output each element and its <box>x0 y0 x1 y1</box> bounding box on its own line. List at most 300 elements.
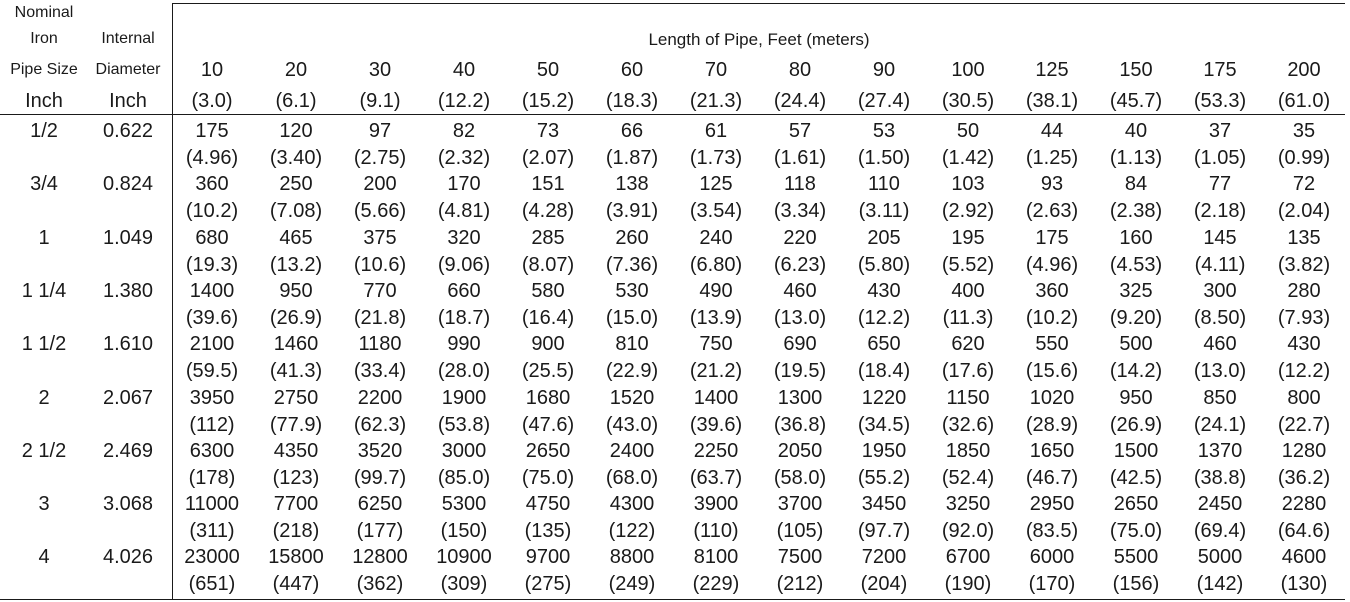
capacity-metric-cell: (6.23) <box>773 254 827 276</box>
capacity-cell: 4600 <box>1281 546 1327 568</box>
capacity-metric-cell: (36.8) <box>773 414 827 436</box>
capacity-cell: 3000 <box>441 440 487 462</box>
length-ft-header: 200 <box>1287 59 1321 81</box>
capacity-metric-cell: (1.42) <box>941 147 995 169</box>
capacity-cell: 15800 <box>268 546 324 568</box>
capacity-metric-cell: (3.40) <box>269 147 323 169</box>
size-header-unit: Inch <box>25 90 63 112</box>
capacity-metric-cell: (39.6) <box>185 307 239 329</box>
capacity-cell: 1520 <box>609 387 655 409</box>
capacity-metric-cell: (110) <box>693 520 739 542</box>
capacity-cell: 82 <box>452 120 476 142</box>
capacity-metric-cell: (21.2) <box>689 360 743 382</box>
capacity-metric-cell: (2.04) <box>1277 200 1331 222</box>
capacity-cell: 460 <box>783 280 817 302</box>
capacity-cell: 950 <box>279 280 313 302</box>
internal-diameter-cell: 4.026 <box>102 546 154 568</box>
diameter-header-line2: Internal <box>101 30 155 47</box>
length-m-header: (3.0) <box>191 90 233 112</box>
capacity-metric-cell: (10.2) <box>185 200 239 222</box>
capacity-metric-cell: (85.0) <box>437 467 491 489</box>
capacity-cell: 1220 <box>861 387 907 409</box>
length-m-header: (9.1) <box>359 90 401 112</box>
internal-diameter-cell: 1.380 <box>102 280 154 302</box>
length-m-header: (45.7) <box>1109 90 1163 112</box>
capacity-metric-cell: (3.91) <box>605 200 659 222</box>
capacity-metric-cell: (309) <box>440 573 488 595</box>
capacity-cell: 1950 <box>861 440 907 462</box>
internal-diameter-cell: 0.824 <box>102 173 154 195</box>
capacity-metric-cell: (1.61) <box>773 147 827 169</box>
capacity-cell: 2750 <box>273 387 319 409</box>
capacity-cell: 750 <box>699 333 733 355</box>
capacity-metric-cell: (4.96) <box>1025 254 1079 276</box>
capacity-cell: 8100 <box>693 546 739 568</box>
capacity-cell: 11000 <box>184 493 240 515</box>
pipe-size-cell: 3/4 <box>30 173 58 195</box>
capacity-cell: 1500 <box>1113 440 1159 462</box>
capacity-metric-cell: (170) <box>1028 573 1076 595</box>
capacity-cell: 1400 <box>693 387 739 409</box>
capacity-cell: 200 <box>363 173 397 195</box>
capacity-metric-cell: (7.08) <box>269 200 323 222</box>
length-m-header: (15.2) <box>521 90 575 112</box>
capacity-metric-cell: (2.75) <box>353 147 407 169</box>
capacity-metric-cell: (15.0) <box>605 307 659 329</box>
capacity-cell: 3900 <box>693 493 739 515</box>
capacity-metric-cell: (362) <box>356 573 404 595</box>
pipe-size-cell: 1 1/4 <box>21 280 67 302</box>
capacity-cell: 260 <box>615 227 649 249</box>
capacity-cell: 6250 <box>357 493 403 515</box>
capacity-cell: 3450 <box>861 493 907 515</box>
capacity-metric-cell: (99.7) <box>353 467 407 489</box>
capacity-cell: 2950 <box>1029 493 1075 515</box>
diameter-header-line3: Diameter <box>95 61 161 78</box>
length-ft-header: 150 <box>1119 59 1153 81</box>
header-bottom-rule <box>0 114 1345 115</box>
capacity-metric-cell: (10.6) <box>353 254 407 276</box>
capacity-metric-cell: (52.4) <box>941 467 995 489</box>
capacity-metric-cell: (6.80) <box>689 254 743 276</box>
capacity-metric-cell: (4.28) <box>521 200 575 222</box>
capacity-metric-cell: (47.6) <box>521 414 575 436</box>
capacity-cell: 44 <box>1040 120 1064 142</box>
capacity-cell: 460 <box>1203 333 1237 355</box>
capacity-cell: 400 <box>951 280 985 302</box>
capacity-metric-cell: (16.4) <box>521 307 575 329</box>
capacity-metric-cell: (41.3) <box>269 360 323 382</box>
capacity-metric-cell: (4.53) <box>1109 254 1163 276</box>
capacity-cell: 57 <box>788 120 812 142</box>
length-ft-header: 125 <box>1035 59 1069 81</box>
length-m-header: (6.1) <box>275 90 317 112</box>
capacity-cell: 280 <box>1287 280 1321 302</box>
capacity-cell: 1460 <box>273 333 319 355</box>
size-header-line3: Pipe Size <box>10 61 78 78</box>
length-ft-header: 175 <box>1203 59 1237 81</box>
length-ft-header: 90 <box>872 59 896 81</box>
length-ft-header: 80 <box>788 59 812 81</box>
length-m-header: (53.3) <box>1193 90 1247 112</box>
capacity-metric-cell: (12.2) <box>857 307 911 329</box>
capacity-metric-cell: (2.07) <box>521 147 575 169</box>
capacity-cell: 2400 <box>609 440 655 462</box>
pipe-size-cell: 2 1/2 <box>21 440 67 462</box>
capacity-metric-cell: (28.9) <box>1025 414 1079 436</box>
capacity-cell: 8800 <box>609 546 655 568</box>
capacity-cell: 360 <box>195 173 229 195</box>
capacity-cell: 465 <box>279 227 313 249</box>
capacity-cell: 2250 <box>693 440 739 462</box>
capacity-metric-cell: (92.0) <box>941 520 995 542</box>
capacity-cell: 850 <box>1203 387 1237 409</box>
capacity-cell: 7500 <box>777 546 823 568</box>
capacity-cell: 1300 <box>777 387 823 409</box>
capacity-cell: 770 <box>363 280 397 302</box>
capacity-metric-cell: (75.0) <box>521 467 575 489</box>
capacity-cell: 2200 <box>357 387 403 409</box>
capacity-metric-cell: (5.66) <box>353 200 407 222</box>
table-bottom-rule <box>0 599 1345 600</box>
capacity-cell: 6300 <box>189 440 235 462</box>
capacity-cell: 3700 <box>777 493 823 515</box>
length-ft-header: 20 <box>284 59 308 81</box>
capacity-metric-cell: (311) <box>189 520 235 542</box>
capacity-cell: 5300 <box>441 493 487 515</box>
capacity-metric-cell: (8.07) <box>521 254 575 276</box>
capacity-cell: 530 <box>615 280 649 302</box>
capacity-metric-cell: (122) <box>608 520 656 542</box>
capacity-metric-cell: (39.6) <box>689 414 743 436</box>
capacity-metric-cell: (2.32) <box>437 147 491 169</box>
length-ft-header: 40 <box>452 59 476 81</box>
capacity-cell: 250 <box>279 173 313 195</box>
capacity-cell: 1370 <box>1197 440 1243 462</box>
capacity-cell: 6000 <box>1029 546 1075 568</box>
capacity-cell: 9700 <box>525 546 571 568</box>
capacity-cell: 325 <box>1119 280 1153 302</box>
capacity-metric-cell: (13.0) <box>773 307 827 329</box>
capacity-metric-cell: (123) <box>272 467 320 489</box>
capacity-metric-cell: (447) <box>272 573 320 595</box>
capacity-metric-cell: (64.6) <box>1277 520 1331 542</box>
length-m-header: (27.4) <box>857 90 911 112</box>
capacity-cell: 3950 <box>189 387 235 409</box>
capacity-cell: 120 <box>279 120 313 142</box>
capacity-metric-cell: (1.87) <box>605 147 659 169</box>
capacity-cell: 320 <box>447 227 481 249</box>
capacity-metric-cell: (3.34) <box>773 200 827 222</box>
capacity-metric-cell: (42.5) <box>1109 467 1163 489</box>
capacity-metric-cell: (24.1) <box>1193 414 1247 436</box>
capacity-cell: 7700 <box>273 493 319 515</box>
length-m-header: (21.3) <box>689 90 743 112</box>
capacity-metric-cell: (1.73) <box>689 147 743 169</box>
capacity-cell: 990 <box>447 333 481 355</box>
capacity-metric-cell: (97.7) <box>857 520 911 542</box>
capacity-cell: 10900 <box>436 546 492 568</box>
capacity-cell: 950 <box>1119 387 1153 409</box>
capacity-metric-cell: (8.50) <box>1193 307 1247 329</box>
capacity-metric-cell: (58.0) <box>773 467 827 489</box>
capacity-cell: 50 <box>956 120 980 142</box>
capacity-metric-cell: (17.6) <box>941 360 995 382</box>
capacity-cell: 1020 <box>1029 387 1075 409</box>
capacity-metric-cell: (53.8) <box>437 414 491 436</box>
capacity-cell: 1150 <box>946 387 990 409</box>
capacity-metric-cell: (275) <box>524 573 572 595</box>
capacity-metric-cell: (62.3) <box>353 414 407 436</box>
capacity-cell: 205 <box>867 227 901 249</box>
capacity-metric-cell: (2.63) <box>1025 200 1079 222</box>
length-m-header: (30.5) <box>941 90 995 112</box>
capacity-cell: 300 <box>1203 280 1237 302</box>
capacity-metric-cell: (28.0) <box>437 360 491 382</box>
capacity-metric-cell: (34.5) <box>857 414 911 436</box>
length-ft-header: 30 <box>368 59 392 81</box>
capacity-cell: 103 <box>951 173 985 195</box>
capacity-cell: 6700 <box>945 546 991 568</box>
pipe-size-cell: 1 1/2 <box>21 333 67 355</box>
capacity-metric-cell: (229) <box>692 573 740 595</box>
capacity-metric-cell: (178) <box>188 467 236 489</box>
capacity-metric-cell: (2.18) <box>1193 200 1247 222</box>
capacity-cell: 5500 <box>1113 546 1159 568</box>
capacity-metric-cell: (9.06) <box>437 254 491 276</box>
capacity-cell: 135 <box>1287 227 1321 249</box>
capacity-cell: 2650 <box>525 440 571 462</box>
capacity-cell: 430 <box>867 280 901 302</box>
capacity-cell: 800 <box>1287 387 1321 409</box>
capacity-cell: 77 <box>1208 173 1232 195</box>
capacity-cell: 680 <box>195 227 229 249</box>
capacity-metric-cell: (18.7) <box>437 307 491 329</box>
capacity-cell: 550 <box>1035 333 1069 355</box>
table-top-rule <box>172 3 1345 4</box>
capacity-metric-cell: (7.36) <box>605 254 659 276</box>
capacity-metric-cell: (1.13) <box>1109 147 1163 169</box>
capacity-metric-cell: (135) <box>524 520 572 542</box>
capacity-metric-cell: (2.38) <box>1109 200 1163 222</box>
size-header-line2: Iron <box>30 30 58 47</box>
capacity-cell: 175 <box>1035 227 1069 249</box>
capacity-cell: 151 <box>531 173 565 195</box>
capacity-cell: 3250 <box>945 493 991 515</box>
capacity-cell: 125 <box>699 173 733 195</box>
capacity-cell: 2450 <box>1197 493 1243 515</box>
capacity-cell: 1280 <box>1281 440 1327 462</box>
capacity-cell: 3520 <box>357 440 403 462</box>
capacity-cell: 35 <box>1292 120 1316 142</box>
capacity-metric-cell: (38.8) <box>1193 467 1247 489</box>
capacity-metric-cell: (5.52) <box>941 254 995 276</box>
capacity-cell: 145 <box>1203 227 1237 249</box>
capacity-metric-cell: (36.2) <box>1277 467 1331 489</box>
length-ft-header: 60 <box>620 59 644 81</box>
capacity-metric-cell: (1.25) <box>1025 147 1079 169</box>
length-m-header: (38.1) <box>1025 90 1079 112</box>
capacity-cell: 2100 <box>189 333 235 355</box>
capacity-metric-cell: (19.3) <box>185 254 239 276</box>
capacity-cell: 500 <box>1119 333 1153 355</box>
capacity-cell: 900 <box>531 333 565 355</box>
capacity-cell: 4350 <box>273 440 319 462</box>
capacity-cell: 220 <box>783 227 817 249</box>
pipe-size-cell: 4 <box>38 546 50 568</box>
capacity-metric-cell: (3.82) <box>1277 254 1331 276</box>
capacity-metric-cell: (218) <box>272 520 320 542</box>
capacity-metric-cell: (3.54) <box>689 200 743 222</box>
capacity-metric-cell: (13.9) <box>689 307 743 329</box>
capacity-metric-cell: (9.20) <box>1109 307 1163 329</box>
capacity-cell: 73 <box>536 120 560 142</box>
length-ft-header: 100 <box>951 59 985 81</box>
capacity-metric-cell: (15.6) <box>1025 360 1079 382</box>
length-m-header: (61.0) <box>1277 90 1331 112</box>
capacity-cell: 97 <box>368 120 392 142</box>
capacity-metric-cell: (7.93) <box>1277 307 1331 329</box>
internal-diameter-cell: 0.622 <box>102 120 154 142</box>
capacity-metric-cell: (12.2) <box>1277 360 1331 382</box>
capacity-metric-cell: (25.5) <box>521 360 575 382</box>
capacity-cell: 2280 <box>1281 493 1327 515</box>
capacity-metric-cell: (4.96) <box>185 147 239 169</box>
pipe-size-cell: 1/2 <box>30 120 58 142</box>
capacity-metric-cell: (32.6) <box>941 414 995 436</box>
pipe-size-cell: 3 <box>38 493 50 515</box>
capacity-cell: 5000 <box>1197 546 1243 568</box>
capacity-metric-cell: (59.5) <box>185 360 239 382</box>
capacity-cell: 40 <box>1124 120 1148 142</box>
capacity-cell: 175 <box>195 120 229 142</box>
capacity-cell: 84 <box>1124 173 1148 195</box>
capacity-cell: 375 <box>363 227 397 249</box>
capacity-cell: 580 <box>531 280 565 302</box>
capacity-metric-cell: (4.11) <box>1194 254 1246 276</box>
capacity-metric-cell: (22.7) <box>1277 414 1331 436</box>
capacity-metric-cell: (212) <box>776 573 824 595</box>
capacity-cell: 12800 <box>352 546 408 568</box>
capacity-cell: 4300 <box>609 493 655 515</box>
capacity-cell: 93 <box>1040 173 1064 195</box>
capacity-cell: 430 <box>1287 333 1321 355</box>
capacity-metric-cell: (177) <box>356 520 404 542</box>
capacity-metric-cell: (69.4) <box>1193 520 1247 542</box>
capacity-cell: 110 <box>868 173 900 195</box>
capacity-metric-cell: (14.2) <box>1109 360 1163 382</box>
size-header-line1: Nominal <box>14 4 74 21</box>
capacity-metric-cell: (33.4) <box>353 360 407 382</box>
capacity-cell: 690 <box>783 333 817 355</box>
capacity-cell: 53 <box>872 120 896 142</box>
capacity-metric-cell: (156) <box>1112 573 1160 595</box>
capacity-metric-cell: (18.4) <box>857 360 911 382</box>
capacity-cell: 660 <box>447 280 481 302</box>
capacity-metric-cell: (26.9) <box>269 307 323 329</box>
length-ft-header: 50 <box>536 59 560 81</box>
internal-diameter-cell: 2.067 <box>102 387 154 409</box>
capacity-metric-cell: (22.9) <box>605 360 659 382</box>
capacity-cell: 4750 <box>525 493 571 515</box>
capacity-metric-cell: (10.2) <box>1025 307 1079 329</box>
capacity-cell: 240 <box>699 227 733 249</box>
length-of-pipe-title: Length of Pipe, Feet (meters) <box>648 30 870 49</box>
capacity-metric-cell: (651) <box>188 573 236 595</box>
capacity-metric-cell: (1.05) <box>1193 147 1247 169</box>
capacity-cell: 2050 <box>777 440 823 462</box>
capacity-metric-cell: (204) <box>860 573 908 595</box>
capacity-metric-cell: (26.9) <box>1109 414 1163 436</box>
capacity-metric-cell: (249) <box>608 573 656 595</box>
length-m-header: (12.2) <box>437 90 491 112</box>
capacity-cell: 23000 <box>184 546 240 568</box>
internal-diameter-cell: 1.610 <box>102 333 154 355</box>
capacity-cell: 160 <box>1119 227 1153 249</box>
capacity-metric-cell: (150) <box>440 520 488 542</box>
capacity-cell: 1850 <box>945 440 991 462</box>
capacity-metric-cell: (5.80) <box>857 254 911 276</box>
capacity-metric-cell: (11.3) <box>942 307 994 329</box>
capacity-metric-cell: (77.9) <box>269 414 323 436</box>
capacity-metric-cell: (3.11) <box>858 200 910 222</box>
capacity-metric-cell: (83.5) <box>1025 520 1079 542</box>
internal-diameter-cell: 3.068 <box>102 493 154 515</box>
capacity-metric-cell: (4.81) <box>437 200 491 222</box>
capacity-cell: 61 <box>704 120 728 142</box>
capacity-metric-cell: (105) <box>776 520 824 542</box>
length-m-header: (18.3) <box>605 90 659 112</box>
capacity-metric-cell: (142) <box>1196 573 1244 595</box>
capacity-cell: 138 <box>615 173 649 195</box>
pipe-size-cell: 2 <box>38 387 50 409</box>
capacity-cell: 1900 <box>441 387 487 409</box>
pipe-size-cell: 1 <box>38 227 50 249</box>
capacity-metric-cell: (13.0) <box>1193 360 1247 382</box>
capacity-metric-cell: (43.0) <box>605 414 659 436</box>
capacity-cell: 37 <box>1208 120 1232 142</box>
length-ft-header: 10 <box>200 59 224 81</box>
capacity-cell: 1180 <box>358 333 402 355</box>
length-m-header: (24.4) <box>773 90 827 112</box>
capacity-metric-cell: (130) <box>1280 573 1328 595</box>
internal-diameter-cell: 1.049 <box>102 227 154 249</box>
capacity-metric-cell: (190) <box>944 573 992 595</box>
capacity-metric-cell: (0.99) <box>1277 147 1331 169</box>
capacity-metric-cell: (21.8) <box>353 307 407 329</box>
capacity-cell: 1680 <box>525 387 571 409</box>
capacity-cell: 170 <box>447 173 481 195</box>
capacity-cell: 2650 <box>1113 493 1159 515</box>
capacity-cell: 1650 <box>1029 440 1075 462</box>
length-ft-header: 70 <box>704 59 728 81</box>
capacity-metric-cell: (55.2) <box>857 467 911 489</box>
capacity-metric-cell: (68.0) <box>605 467 659 489</box>
capacity-cell: 1400 <box>189 280 235 302</box>
capacity-cell: 285 <box>531 227 565 249</box>
capacity-metric-cell: (46.7) <box>1025 467 1079 489</box>
capacity-metric-cell: (13.2) <box>269 254 323 276</box>
diameter-header-unit: Inch <box>109 90 147 112</box>
capacity-metric-cell: (19.5) <box>773 360 827 382</box>
capacity-cell: 195 <box>951 227 985 249</box>
capacity-cell: 7200 <box>861 546 907 568</box>
capacity-metric-cell: (1.50) <box>857 147 911 169</box>
capacity-metric-cell: (75.0) <box>1109 520 1163 542</box>
capacity-metric-cell: (112) <box>189 414 235 436</box>
capacity-cell: 620 <box>951 333 985 355</box>
internal-diameter-cell: 2.469 <box>102 440 154 462</box>
